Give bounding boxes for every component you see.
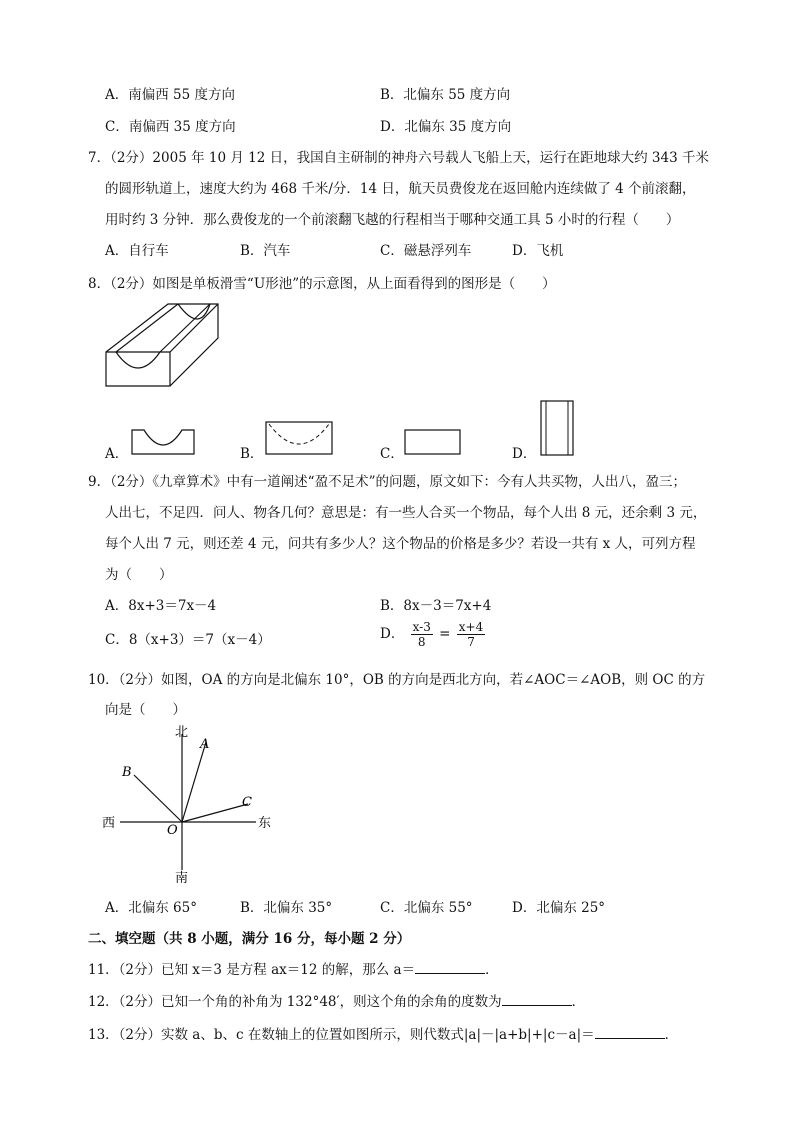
- q11-text: 11．（2分）已知 x＝3 是方程 ax＝12 的解，那么 a＝: [88, 962, 416, 978]
- point-b-label: B: [122, 765, 132, 780]
- q10-option-d: D．北偏东 25°: [512, 900, 606, 916]
- q7-option-a: A．自行车: [105, 243, 169, 259]
- q9-option-d: [380, 620, 487, 649]
- q7-option-b: B．汽车: [240, 243, 291, 259]
- q9-option-d-equals: =: [439, 626, 451, 642]
- q6-option-a: A．南偏西 55 度方向: [105, 87, 236, 103]
- q12-text: 12．（2分）已知一个角的补角为 132°48′，则这个角的余角的度数为: [88, 994, 502, 1010]
- q13-end: ．: [664, 1027, 679, 1043]
- east-label: 东: [258, 816, 272, 831]
- q6-option-b: B．北偏东 55 度方向: [380, 87, 511, 103]
- q11-answer-blank[interactable]: [415, 961, 485, 974]
- q8-option-d-figure: [538, 398, 578, 458]
- fraction-denominator: 7: [467, 635, 475, 649]
- q8-stem: 8．（2分）如图是单板滑雪“U形池”的示意图，从上面看得到的图形是（ ）: [88, 276, 556, 292]
- q8-option-a-figure: [128, 426, 198, 458]
- q9-option-a: A．8x+3＝7x－4: [105, 598, 217, 614]
- q9-option-d-label: D．: [380, 626, 405, 642]
- q10-stem-line2: 向是（ ）: [105, 702, 186, 718]
- q8-option-c-figure: [403, 426, 463, 458]
- u-shaped-pool-figure: [100, 298, 230, 394]
- q6-option-c: C．南偏西 35 度方向: [105, 119, 236, 135]
- q7-option-c: C．磁悬浮列车: [380, 243, 472, 259]
- point-a-label: A: [200, 737, 210, 752]
- north-label: 北: [175, 725, 189, 740]
- q9-stem-line3: 每个人出 7 元，则还差 4 元，问共有多少人？这个物品的价格是多少？若设一共有 x 人，可列方程: [105, 536, 696, 552]
- q12-end: ．: [571, 994, 586, 1010]
- q8-option-c-label: C．: [380, 446, 404, 462]
- q8-option-a-label: A．: [105, 446, 129, 462]
- section-2-heading: 二、填空题（共 8 小题，满分 16 分，每小题 2 分）: [88, 931, 411, 947]
- q10-option-b: B．北偏东 35°: [240, 900, 333, 916]
- south-label: 南: [175, 871, 189, 886]
- q9-option-d-fraction-right: [457, 620, 485, 649]
- q13: [88, 1023, 678, 1043]
- q6-option-d: D．北偏东 35 度方向: [380, 119, 512, 135]
- q9-stem-line1: 9．（2分）《九章算术》中有一道阐述“盈不足术”的问题，原文如下：今有人共买物，人出八，盈三；: [88, 474, 686, 490]
- q11-end: ．: [485, 962, 499, 978]
- q7-stem-line3: 用时约 3 分钟．那么费俊龙的一个前滚翻飞越的行程相当于哪种交通工具 5 小时的行程（ ）: [105, 212, 680, 228]
- direction-diagram: [98, 720, 288, 886]
- q10-option-a: A．北偏东 65°: [105, 900, 197, 916]
- fraction-numerator: x-3: [412, 620, 431, 634]
- q10-stem-line1: 10．（2分）如图，OA 的方向是北偏东 10°，OB 的方向是西北方向，若∠AOC＝∠AOB，则 OC 的方: [88, 672, 706, 688]
- q13-answer-blank[interactable]: [595, 1026, 665, 1039]
- q8-option-b-label: B．: [240, 446, 264, 462]
- q8-option-b-figure: [263, 418, 335, 458]
- q9-option-b: B．8x－3＝7x+4: [380, 598, 492, 614]
- q13-text: 13．（2分）实数 a、b、c 在数轴上的位置如图所示，则代数式|a|－|a+b|+|c－a|＝: [88, 1027, 595, 1043]
- point-o-label: O: [167, 823, 178, 838]
- q12: [88, 990, 585, 1010]
- q7-stem-line1: 7．（2分）2005 年 10 月 12 日，我国自主研制的神舟六号载人飞船上天，运行在距地球大约 343 千米: [88, 150, 709, 166]
- q7-stem-line2: 的圆形轨道上，速度大约为 468 千米/分．14 日，航天员费俊龙在返回舱内连续做了 4 个前滚翻，: [105, 181, 696, 197]
- q9-option-c: C．8（x+3）＝7（x－4）: [105, 632, 271, 648]
- q10-option-c: C．北偏东 55°: [380, 900, 473, 916]
- q9-stem-line2: 人出七，不足四．问人、物各几何？意思是：有一些人合买一个物品，每个人出 8 元，还余剩 3 元，: [105, 505, 707, 521]
- q8-option-d-label: D．: [512, 446, 537, 462]
- q12-answer-blank[interactable]: [502, 993, 572, 1006]
- q9-option-d-fraction-left: [411, 620, 433, 649]
- west-label: 西: [102, 816, 116, 831]
- fraction-denominator: 8: [417, 635, 426, 649]
- q11: [88, 958, 499, 978]
- q7-option-d: D．飞机: [512, 243, 564, 259]
- fraction-numerator: x+4: [458, 620, 484, 634]
- q9-stem-line4: 为（ ）: [105, 567, 173, 583]
- point-c-label: C: [242, 795, 252, 810]
